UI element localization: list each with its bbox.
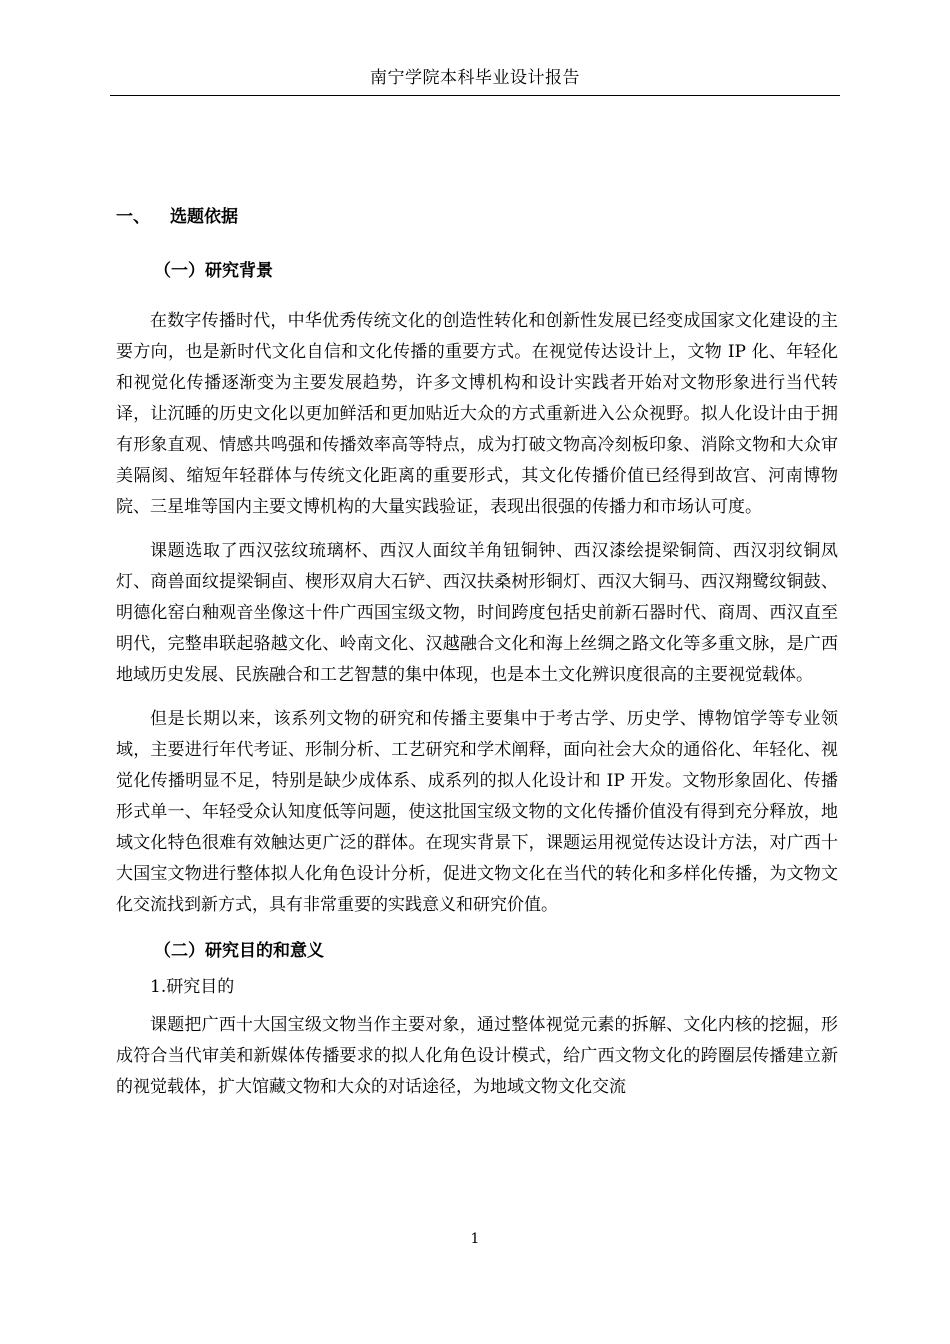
subsection-heading-background: （一）研究背景 — [154, 261, 273, 281]
page-number: 1 — [470, 1231, 480, 1247]
paragraph: 课题把广西十大国宝级文物当作主要对象，通过整体视觉元素的拆解、文化内核的挖掘，形成符合当代审美和新媒体传播要求的拟人化角色设计模式，给广西文物文化的跨圈层传播建立新的视觉载体，扩大馆藏文物和大众的对话途径，为地域文物文化交流 — [116, 1015, 838, 1097]
paragraph: 但是长期以来，该系列文物的研究和传播主要集中于考古学、历史学、博物馆学等专业领域，主要进行年代考证、形制分析、工艺研究和学术阐释，面向社会大众的通俗化、年轻化、视觉化传播明显不足，特别是缺少成体系、成系列的拟人化设计和 IP 开发。文物形象固化、传播形式单一、年轻受众认知度低等问题，使这批国宝级文物的文化传播价值没有得到充分释放，地域文化特色很难有效触达更广泛的群体。在现实背景下，课题运用视觉传达设计方法，对广西十大国宝文物进行整体拟人化角色设计分析，促进文物文化在当代的转化和多样化传播，为文物文化交流找到新方式，具有非常重要的实践意义和研究价值。 — [116, 709, 838, 915]
section-title: 选题依据 — [170, 207, 238, 227]
paragraph: 在数字传播时代，中华优秀传统文化的创造性转化和创新性发展已经变成国家文化建设的主要方向，也是新时代文化自信和文化传播的重要方式。在视觉传达设计上，文物 IP 化、年轻化和视觉化传播逐渐变为主要发展趋势，许多文博机构和设计实践者开始对文物形象进行当代转译，让沉睡的历史文化以更加鲜活和更加贴近大众的方式重新进入公众视野。拟人化设计由于拥有形象直观、情感共鸣强和传播效率高等特点，成为打破文物高冷刻板印象、消除文物和大众审美隔阂、缩短年轻群体与传统文化距离的重要形式，其文化传播价值已经得到故宫、河南博物院、三星堆等国内主要文博机构的大量实践验证，表现出很强的传播力和市场认可度。 — [116, 311, 838, 517]
subsection-heading-purpose: （二）研究目的和意义 — [154, 941, 324, 961]
section-number: 一、 — [116, 207, 150, 227]
running-header: 南宁学院本科毕业设计报告 — [370, 68, 580, 88]
section-heading — [116, 200, 838, 234]
header-rule — [110, 95, 840, 96]
item-label: 1.研究目的 — [150, 977, 235, 997]
paragraph: 课题选取了西汉弦纹琉璃杯、西汉人面纹羊角钮铜钟、西汉漆绘提梁铜筒、西汉羽纹铜凤灯、商兽面纹提梁铜卣、楔形双肩大石铲、西汉扶桑树形铜灯、西汉大铜马、西汉翔鹭纹铜鼓、明德化窑白釉观音坐像这十件广西国宝级文物，时间跨度包括史前新石器时代、商周、西汉直至明代，完整串联起骆越文化、岭南文化、汉越融合文化和海上丝绸之路文化等多重文脉，是广西地域历史发展、民族融合和工艺智慧的集中体现，也是本土文化辨识度很高的主要视觉载体。 — [116, 541, 838, 685]
body-text — [116, 200, 838, 1116]
